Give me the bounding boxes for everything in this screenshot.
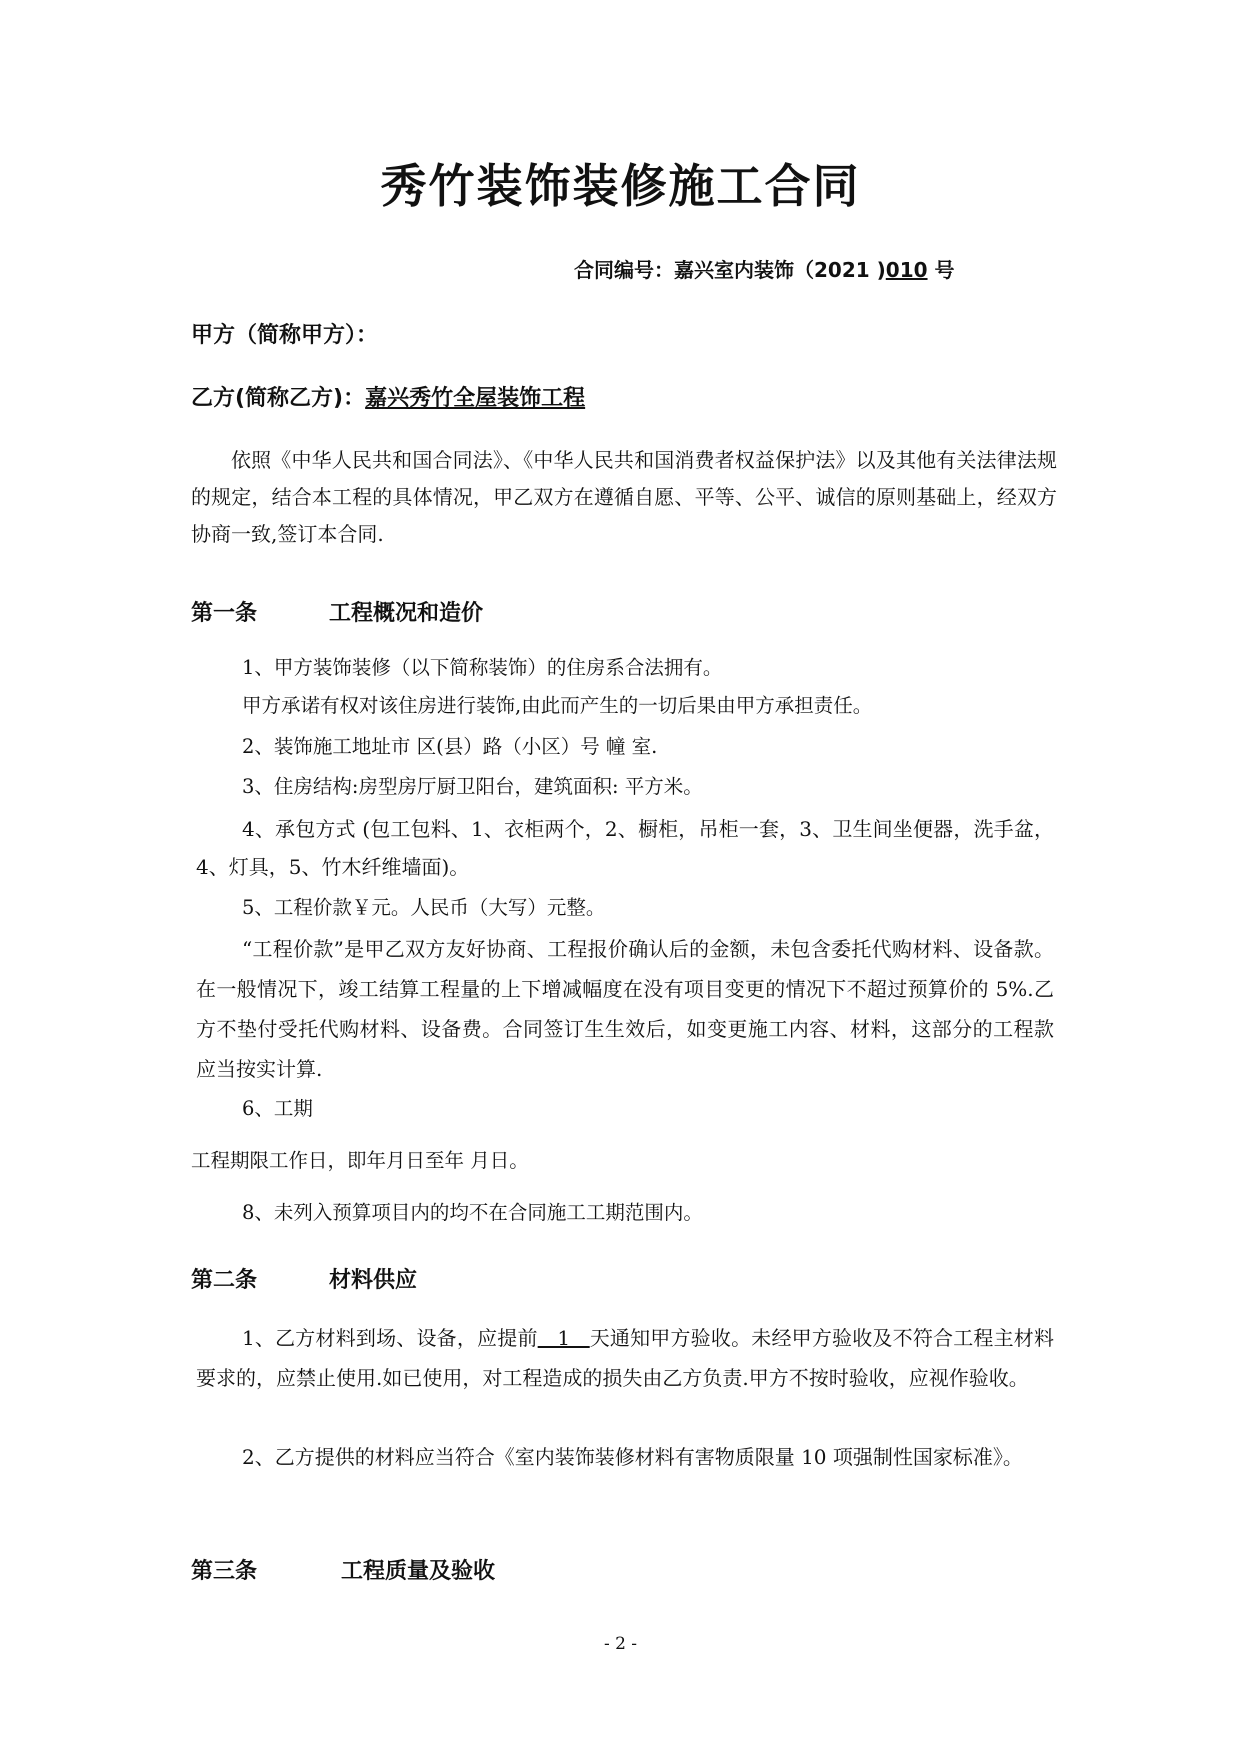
article-1-item-3: 3、住房结构:房型房厅厨卫阳台，建筑面积: 平方米。 (242, 775, 703, 798)
article-1-item-4: 4、承包方式 (包工包料、1、衣柜两个，2、橱柜，吊柜一套，3、卫生间坐便器，洗手盆，4、灯具，5、竹木纤维墙面)。 (196, 817, 1054, 879)
article-1-item-1-note: 甲方承诺有权对该住房进行装饰,由此而产生的一切后果由甲方承担责任。 (242, 694, 873, 717)
article-1-title: 工程概况和造价 (329, 601, 484, 626)
article-1-heading (191, 596, 483, 627)
document-title: 秀竹装饰装修施工合同 (380, 159, 861, 213)
article-1-item-8: 8、未列入预算项目内的均不在合同施工工期范围内。 (242, 1201, 703, 1224)
article-2-heading (191, 1263, 417, 1294)
article-2-item-1-pre: 1、乙方材料到场、设备，应提前 (242, 1326, 538, 1350)
article-1-price-note: “工程价款”是甲乙双方友好协商、工程报价确认后的金额，未包含委托代购材料、设备款。在一般情况下，竣工结算工程量的上下增减幅度在没有项目变更的情况下不超过预算价的 5%.乙方不垫付受托代购材料、设备费。合同签订生生效后，如变更施工内容、材料，这部分的工程款应当按实计算. (196, 937, 1054, 1081)
article-2-item-1-post: 天通知甲方验收。未经甲方验收及不符合工程主材料要求的，应禁止使用.如已使用，对工程造成的损失由乙方负责.甲方不按时验收，应视作验收。 (196, 1326, 1054, 1390)
article-3-heading (191, 1554, 495, 1585)
article-2-title: 材料供应 (329, 1268, 418, 1293)
article-1-item-5: 5、工程价款￥元。人民币（大写）元整。 (242, 896, 606, 919)
article-3-title: 工程质量及验收 (341, 1559, 496, 1584)
article-1-item-2: 2、装饰施工地址市 区(县）路（小区）号 幢 室. (242, 735, 658, 758)
article-3-number: 第三条 (191, 1559, 258, 1584)
party-b-line (191, 381, 585, 412)
party-a-label: 甲方（简称甲方）： (191, 323, 379, 348)
contract-number (574, 254, 955, 283)
article-1-item-1: 1、甲方装饰装修（以下简称装饰）的住房系合法拥有。 (242, 656, 723, 679)
article-2-item-1 (196, 1318, 1054, 1398)
article-1-duration: 工程期限工作日，即年月日至年 月日。 (191, 1149, 529, 1172)
party-b-name: 嘉兴秀竹全屋装饰工程 (365, 386, 586, 411)
article-2-number: 第二条 (191, 1268, 258, 1293)
party-b-label: 乙方(简称乙方)： (191, 386, 366, 411)
article-2-notice-days: 1 (537, 1326, 590, 1350)
contract-number-value: 010 (885, 258, 928, 282)
article-2-item-2: 2、乙方提供的材料应当符合《室内装饰装修材料有害物质限量 10 项强制性国家标准》。 (242, 1445, 1023, 1469)
contract-number-suffix: 号 (927, 258, 955, 282)
intro-paragraph: 依照《中华人民共和国合同法》、《中华人民共和国消费者权益保护法》以及其他有关法律法规的规定，结合本工程的具体情况，甲乙双方在遵循自愿、平等、公平、诚信的原则基础上，经双方协商一致,签订本合同. (191, 448, 1057, 546)
contract-number-prefix: 合同编号：嘉兴室内装饰（2021 ) (574, 258, 886, 282)
article-1-item-6: 6、工期 (242, 1097, 313, 1120)
page-number: - 2 - (603, 1634, 638, 1654)
article-1-number: 第一条 (191, 601, 258, 626)
